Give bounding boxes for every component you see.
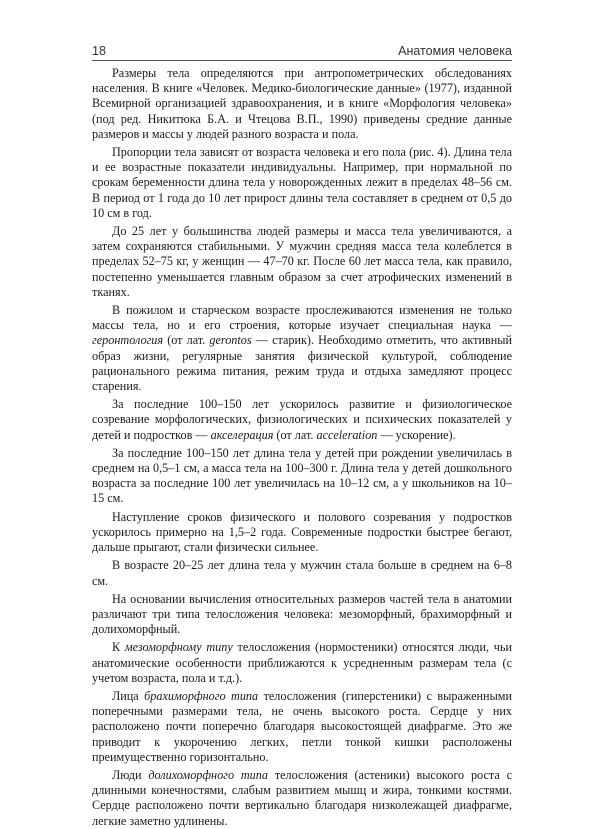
text-run: Наступление сроков физического и полового созревания у подростков ускорилось примерно на 1,5–2 года. Современные подростки быстрее бегают, дальше прыгают, стали физически сильнее. [92, 509, 512, 555]
paragraph-p3 [92, 224, 512, 300]
paragraph-p12 [92, 768, 512, 829]
paragraph-p1 [92, 66, 512, 142]
paragraph-p7 [92, 510, 512, 556]
page-body [92, 66, 512, 829]
paragraph-p11 [92, 689, 512, 765]
header-rule [92, 60, 512, 61]
paragraph-p5 [92, 397, 512, 443]
paragraph-p10 [92, 640, 512, 686]
italic-term: долихоморфного типа [148, 767, 268, 782]
text-run: До 25 лет у большинства людей размеры и масса тела увеличиваются, а затем сохраняются стабильными. У мужчин средняя масса тела колеблется в пределах 52–75 кг, у женщин — 47–70 кг. После 60 лет масса тела, как правило, постепенно уменьшается главным образом за счет атрофических изменений в тканях. [92, 224, 512, 299]
text-run: телосложения (нормостеники) относятся люди, чьи анатомические особенности приближаются к усредненным размерам тела (с учетом возраста, пола и т.д.). [92, 640, 512, 685]
paragraph-p2 [92, 145, 512, 221]
text-run: За последние 100–150 лет длина тела у детей при рождении увеличилась в среднем на 0,5–1 см, а масса тела на 100–300 г. Длина тела у детей дошкольного возраста за последние 100 лет увеличилась на 10–12 см, а у школьников на 10–15 см. [92, 445, 512, 506]
text-run: Лица [112, 688, 145, 703]
italic-term: брахиморфного типа [144, 688, 259, 703]
paragraph-p8 [92, 558, 512, 588]
text-run: телосложения (гиперстеники) с выраженными поперечными размерами тела, не очень высокого роста. Сердце у них расположено почти поперечно благодаря высокостоящей диафрагме. Это же приводит к укорочению легких, петли тонкой кишки расположены преимущественно горизонтально. [92, 688, 512, 764]
text-run: телосложения (астеники) высокого роста с длинными конечностями, слабым развитием мышц и жира, тонкими костями. Сердце расположено почти вертикально благодаря низколежащей диафрагме, легкие заметно удлинены. [92, 767, 512, 828]
text-run: В возрасте 20–25 лет длина тела у мужчин стала больше в среднем на 6–8 см. [92, 558, 512, 588]
text-run: (от лат. [273, 427, 317, 442]
italic-term: геронтология [92, 333, 164, 348]
text-run: За последние 100–150 лет ускорилось развитие и физиологическое созревание морфологических, физиологических и психических показателей у детей и подростков — [92, 397, 512, 442]
text-run: Люди [112, 767, 149, 782]
text-run: (от лат. [163, 333, 210, 348]
italic-term: acceleration [316, 427, 378, 442]
text-run: На основании вычисления относительных размеров частей тела в анатомии различают три типа телосложения человека: мезоморфный, брахиморфный и долихоморфный. [92, 591, 512, 637]
italic-term: gerontos [209, 333, 252, 348]
text-run: К [112, 640, 125, 655]
text-run: Размеры тела определяются при антропометрических обследованиях населения. В книге «Человек. Медико-биологические данные» (1977), изданной Всемирной организацией здравоохранения, и в книге «Морфология человека» (под ред. Никитюка Б.А. и Чтецова В.П., 1990) приведены средние данные размеров и массы у людей разного возраста и пола. [92, 66, 512, 141]
text-run: В пожилом и старческом возрасте прослеживаются изменения не только массы тела, но и его строения, которые изучает специальная наука — [92, 303, 512, 333]
text-run: — старик). Необходимо отметить, что активный образ жизни, регулярные занятия физической культурой, соблюдение рационального режима питания, режим труда и отдыха замедляют процесс старения. [92, 333, 513, 394]
paragraph-p4 [92, 303, 512, 394]
running-title: Анатомия человека [398, 44, 512, 58]
paragraph-p9 [92, 592, 512, 638]
page-number: 18 [92, 44, 106, 58]
paragraph-p6 [92, 446, 512, 507]
italic-term: акселерация [210, 427, 274, 442]
text-run: — ускорение). [377, 427, 456, 442]
italic-term: мезоморфному типу [124, 640, 233, 655]
text-run: Пропорции тела зависят от возраста человека и его пола (рис. 4). Длина тела и ее возрастные показатели индивидуальны. Например, при нормальной по срокам беременности длина тела у новорожденных лежит в пределах 48–56 см. В период от 1 года до 10 лет прирост длины тела составляет в среднем от 0,5 до 10 см в год. [92, 145, 512, 220]
